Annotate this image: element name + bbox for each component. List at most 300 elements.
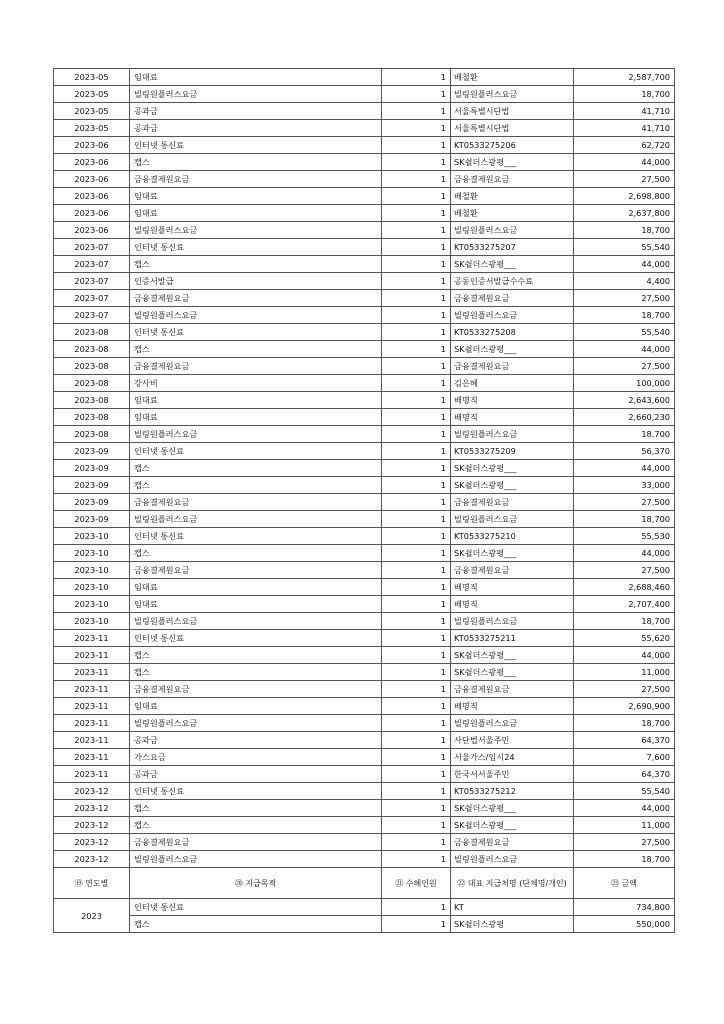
purpose-cell: 캡스 bbox=[130, 664, 382, 681]
period-cell: 2023-07 bbox=[54, 307, 130, 324]
table-row bbox=[54, 307, 675, 324]
payee-cell: SK쉴더스광평___ bbox=[451, 341, 574, 358]
count-cell: 1 bbox=[382, 698, 451, 715]
count-cell: 1 bbox=[382, 834, 451, 851]
count-cell: 1 bbox=[382, 290, 451, 307]
count-cell: 1 bbox=[382, 766, 451, 783]
purpose-cell: 인터넷 통신료 bbox=[130, 443, 382, 460]
count-cell: 1 bbox=[382, 120, 451, 137]
table-row bbox=[54, 715, 675, 732]
purpose-cell: 캡스 bbox=[130, 341, 382, 358]
summary-count: 1 bbox=[382, 916, 451, 933]
count-cell: 1 bbox=[382, 528, 451, 545]
period-cell: 2023-11 bbox=[54, 664, 130, 681]
period-cell: 2023-11 bbox=[54, 681, 130, 698]
period-cell: 2023-05 bbox=[54, 69, 130, 86]
purpose-cell: 임대료 bbox=[130, 69, 382, 86]
payee-cell: SK쉴더스광평___ bbox=[451, 545, 574, 562]
table-row bbox=[54, 188, 675, 205]
purpose-cell: 공과금 bbox=[130, 103, 382, 120]
purpose-cell: 빌링원플러스요금 bbox=[130, 86, 382, 103]
amount-cell: 64,370 bbox=[574, 766, 675, 783]
payee-cell: 서울가스/임시24 bbox=[451, 749, 574, 766]
period-cell: 2023-05 bbox=[54, 86, 130, 103]
count-cell: 1 bbox=[382, 358, 451, 375]
header-count: ㉑ 수혜인원 bbox=[382, 868, 451, 899]
purpose-cell: 금융결제원요금 bbox=[130, 290, 382, 307]
period-cell: 2023-10 bbox=[54, 613, 130, 630]
payee-cell: KT0533275209 bbox=[451, 443, 574, 460]
amount-cell: 2,643,600 bbox=[574, 392, 675, 409]
table-row bbox=[54, 460, 675, 477]
amount-cell: 18,700 bbox=[574, 851, 675, 868]
header-amount: ㉓ 금액 bbox=[574, 868, 675, 899]
purpose-cell: 빌링원플러스요금 bbox=[130, 426, 382, 443]
amount-cell: 18,700 bbox=[574, 511, 675, 528]
purpose-cell: 임대료 bbox=[130, 409, 382, 426]
expense-table bbox=[53, 68, 675, 933]
amount-cell: 2,587,700 bbox=[574, 69, 675, 86]
payee-cell: KT0533275208 bbox=[451, 324, 574, 341]
period-cell: 2023-09 bbox=[54, 443, 130, 460]
purpose-cell: 캡스 bbox=[130, 545, 382, 562]
count-cell: 1 bbox=[382, 154, 451, 171]
table-row bbox=[54, 290, 675, 307]
period-cell: 2023-08 bbox=[54, 409, 130, 426]
table-row bbox=[54, 443, 675, 460]
count-cell: 1 bbox=[382, 137, 451, 154]
count-cell: 1 bbox=[382, 69, 451, 86]
count-cell: 1 bbox=[382, 103, 451, 120]
payee-cell: 배철환 bbox=[451, 69, 574, 86]
summary-row bbox=[54, 916, 675, 933]
amount-cell: 55,540 bbox=[574, 783, 675, 800]
count-cell: 1 bbox=[382, 409, 451, 426]
purpose-cell: 빌링원플러스요금 bbox=[130, 511, 382, 528]
amount-cell: 27,500 bbox=[574, 171, 675, 188]
payee-cell: 빌링원플러스요금 bbox=[451, 715, 574, 732]
table-row bbox=[54, 477, 675, 494]
payee-cell: SK쉴더스광평___ bbox=[451, 817, 574, 834]
amount-cell: 56,370 bbox=[574, 443, 675, 460]
count-cell: 1 bbox=[382, 817, 451, 834]
count-cell: 1 bbox=[382, 273, 451, 290]
count-cell: 1 bbox=[382, 171, 451, 188]
period-cell: 2023-05 bbox=[54, 103, 130, 120]
summary-purpose: 캡스 bbox=[130, 916, 382, 933]
table-row bbox=[54, 545, 675, 562]
purpose-cell: 금융결제원요금 bbox=[130, 494, 382, 511]
amount-cell: 44,000 bbox=[574, 154, 675, 171]
table-row bbox=[54, 409, 675, 426]
payee-cell: KT0533275206 bbox=[451, 137, 574, 154]
period-cell: 2023-09 bbox=[54, 477, 130, 494]
purpose-cell: 임대료 bbox=[130, 188, 382, 205]
amount-cell: 41,710 bbox=[574, 103, 675, 120]
table-row bbox=[54, 834, 675, 851]
period-cell: 2023-12 bbox=[54, 834, 130, 851]
payee-cell: 서울특별시단법 bbox=[451, 103, 574, 120]
period-cell: 2023-08 bbox=[54, 375, 130, 392]
count-cell: 1 bbox=[382, 596, 451, 613]
table-row bbox=[54, 562, 675, 579]
amount-cell: 44,000 bbox=[574, 545, 675, 562]
amount-cell: 55,530 bbox=[574, 528, 675, 545]
table-row bbox=[54, 120, 675, 137]
period-cell: 2023-12 bbox=[54, 783, 130, 800]
amount-cell: 44,000 bbox=[574, 460, 675, 477]
period-cell: 2023-11 bbox=[54, 732, 130, 749]
amount-cell: 100,000 bbox=[574, 375, 675, 392]
purpose-cell: 공과금 bbox=[130, 766, 382, 783]
amount-cell: 55,620 bbox=[574, 630, 675, 647]
table-row bbox=[54, 392, 675, 409]
summary-year: 2023 bbox=[54, 899, 130, 933]
count-cell: 1 bbox=[382, 749, 451, 766]
period-cell: 2023-10 bbox=[54, 596, 130, 613]
summary-purpose: 인터넷 통신료 bbox=[130, 899, 382, 916]
period-cell: 2023-08 bbox=[54, 341, 130, 358]
amount-cell: 55,540 bbox=[574, 239, 675, 256]
table-row bbox=[54, 86, 675, 103]
count-cell: 1 bbox=[382, 647, 451, 664]
count-cell: 1 bbox=[382, 732, 451, 749]
table-row bbox=[54, 681, 675, 698]
summary-section bbox=[54, 868, 675, 933]
summary-amount: 550,000 bbox=[574, 916, 675, 933]
table-row bbox=[54, 205, 675, 222]
amount-cell: 44,000 bbox=[574, 256, 675, 273]
period-cell: 2023-06 bbox=[54, 188, 130, 205]
count-cell: 1 bbox=[382, 545, 451, 562]
payee-cell: 배명직 bbox=[451, 409, 574, 426]
purpose-cell: 임대료 bbox=[130, 205, 382, 222]
purpose-cell: 빌링원플러스요금 bbox=[130, 851, 382, 868]
purpose-cell: 금융결제원요금 bbox=[130, 834, 382, 851]
purpose-cell: 캡스 bbox=[130, 477, 382, 494]
amount-cell: 27,500 bbox=[574, 562, 675, 579]
table-row bbox=[54, 528, 675, 545]
purpose-cell: 빌링원플러스요금 bbox=[130, 613, 382, 630]
count-cell: 1 bbox=[382, 341, 451, 358]
period-cell: 2023-07 bbox=[54, 290, 130, 307]
purpose-cell: 금융결제원요금 bbox=[130, 681, 382, 698]
amount-cell: 18,700 bbox=[574, 715, 675, 732]
purpose-cell: 인터넷 통신료 bbox=[130, 528, 382, 545]
period-cell: 2023-10 bbox=[54, 562, 130, 579]
amount-cell: 2,688,460 bbox=[574, 579, 675, 596]
payee-cell: 빌링원플러스요금 bbox=[451, 851, 574, 868]
purpose-cell: 임대료 bbox=[130, 698, 382, 715]
summary-row bbox=[54, 899, 675, 916]
payee-cell: 빌링원플러스요금 bbox=[451, 511, 574, 528]
amount-cell: 2,698,800 bbox=[574, 188, 675, 205]
period-cell: 2023-06 bbox=[54, 137, 130, 154]
payee-cell: 빌링원플러스요금 bbox=[451, 613, 574, 630]
payee-cell: 금융결제원요금 bbox=[451, 681, 574, 698]
summary-payee: KT bbox=[451, 899, 574, 916]
payee-cell: KT0533275212 bbox=[451, 783, 574, 800]
payee-cell: SK쉴더스광평___ bbox=[451, 800, 574, 817]
table-row bbox=[54, 341, 675, 358]
purpose-cell: 캡스 bbox=[130, 154, 382, 171]
payee-cell: SK쉴더스광평___ bbox=[451, 477, 574, 494]
purpose-cell: 임대료 bbox=[130, 392, 382, 409]
table-row bbox=[54, 732, 675, 749]
amount-cell: 2,660,230 bbox=[574, 409, 675, 426]
payee-cell: KT0533275211 bbox=[451, 630, 574, 647]
purpose-cell: 인터넷 통신료 bbox=[130, 324, 382, 341]
amount-cell: 2,690,900 bbox=[574, 698, 675, 715]
purpose-cell: 공과금 bbox=[130, 732, 382, 749]
purpose-cell: 빌링원플러스요금 bbox=[130, 307, 382, 324]
period-cell: 2023-10 bbox=[54, 579, 130, 596]
purpose-cell: 인터넷 통신료 bbox=[130, 239, 382, 256]
period-cell: 2023-12 bbox=[54, 851, 130, 868]
amount-cell: 18,700 bbox=[574, 426, 675, 443]
amount-cell: 11,000 bbox=[574, 664, 675, 681]
amount-cell: 27,500 bbox=[574, 358, 675, 375]
purpose-cell: 캡스 bbox=[130, 460, 382, 477]
period-cell: 2023-08 bbox=[54, 426, 130, 443]
count-cell: 1 bbox=[382, 579, 451, 596]
amount-cell: 27,500 bbox=[574, 834, 675, 851]
count-cell: 1 bbox=[382, 188, 451, 205]
payee-cell: 배철환 bbox=[451, 205, 574, 222]
count-cell: 1 bbox=[382, 800, 451, 817]
payee-cell: SK쉴더스광평___ bbox=[451, 460, 574, 477]
detail-rows bbox=[54, 69, 675, 868]
amount-cell: 27,500 bbox=[574, 681, 675, 698]
header-payee: ㉒ 대표 지급처명 (단체명/개인) bbox=[451, 868, 574, 899]
amount-cell: 62,720 bbox=[574, 137, 675, 154]
period-cell: 2023-07 bbox=[54, 273, 130, 290]
count-cell: 1 bbox=[382, 664, 451, 681]
count-cell: 1 bbox=[382, 426, 451, 443]
table-row bbox=[54, 69, 675, 86]
table-row bbox=[54, 766, 675, 783]
period-cell: 2023-12 bbox=[54, 800, 130, 817]
payee-cell: 금융결제원요금 bbox=[451, 358, 574, 375]
payee-cell: 배철환 bbox=[451, 188, 574, 205]
purpose-cell: 임대료 bbox=[130, 596, 382, 613]
period-cell: 2023-09 bbox=[54, 460, 130, 477]
purpose-cell: 강사비 bbox=[130, 375, 382, 392]
count-cell: 1 bbox=[382, 460, 451, 477]
payee-cell: 빌링원플러스요금 bbox=[451, 222, 574, 239]
count-cell: 1 bbox=[382, 477, 451, 494]
table-row bbox=[54, 358, 675, 375]
payee-cell: 빌링원플러스요금 bbox=[451, 307, 574, 324]
period-cell: 2023-08 bbox=[54, 358, 130, 375]
amount-cell: 55,540 bbox=[574, 324, 675, 341]
purpose-cell: 캡스 bbox=[130, 800, 382, 817]
period-cell: 2023-11 bbox=[54, 698, 130, 715]
count-cell: 1 bbox=[382, 613, 451, 630]
table-row bbox=[54, 851, 675, 868]
purpose-cell: 금융결제원요금 bbox=[130, 358, 382, 375]
payee-cell: 금융결제원요금 bbox=[451, 171, 574, 188]
payee-cell: KT0533275210 bbox=[451, 528, 574, 545]
table-row bbox=[54, 800, 675, 817]
count-cell: 1 bbox=[382, 851, 451, 868]
count-cell: 1 bbox=[382, 205, 451, 222]
period-cell: 2023-11 bbox=[54, 715, 130, 732]
table-row bbox=[54, 256, 675, 273]
payee-cell: 빌링원플러스요금 bbox=[451, 86, 574, 103]
summary-header-row bbox=[54, 868, 675, 899]
table-row bbox=[54, 664, 675, 681]
count-cell: 1 bbox=[382, 392, 451, 409]
period-cell: 2023-08 bbox=[54, 392, 130, 409]
table-row bbox=[54, 783, 675, 800]
header-purpose: ⑳ 지급목적 bbox=[130, 868, 382, 899]
payee-cell: SK쉴더스광평___ bbox=[451, 256, 574, 273]
amount-cell: 18,700 bbox=[574, 86, 675, 103]
count-cell: 1 bbox=[382, 222, 451, 239]
amount-cell: 2,637,800 bbox=[574, 205, 675, 222]
period-cell: 2023-09 bbox=[54, 494, 130, 511]
period-cell: 2023-06 bbox=[54, 154, 130, 171]
amount-cell: 27,500 bbox=[574, 494, 675, 511]
header-year: ⑲ 연도별 bbox=[54, 868, 130, 899]
count-cell: 1 bbox=[382, 715, 451, 732]
payee-cell: KT0533275207 bbox=[451, 239, 574, 256]
summary-count: 1 bbox=[382, 899, 451, 916]
amount-cell: 11,000 bbox=[574, 817, 675, 834]
payee-cell: 금융결제원요금 bbox=[451, 494, 574, 511]
payee-cell: 사단법서울주민 bbox=[451, 732, 574, 749]
purpose-cell: 금융결제원요금 bbox=[130, 171, 382, 188]
amount-cell: 44,000 bbox=[574, 647, 675, 664]
table-row bbox=[54, 239, 675, 256]
payee-cell: 서울특별시단법 bbox=[451, 120, 574, 137]
purpose-cell: 인증서발급 bbox=[130, 273, 382, 290]
amount-cell: 27,500 bbox=[574, 290, 675, 307]
payee-cell: 배명직 bbox=[451, 392, 574, 409]
table-row bbox=[54, 324, 675, 341]
table-row bbox=[54, 817, 675, 834]
purpose-cell: 캡스 bbox=[130, 256, 382, 273]
table-row bbox=[54, 630, 675, 647]
period-cell: 2023-12 bbox=[54, 817, 130, 834]
purpose-cell: 캡스 bbox=[130, 647, 382, 664]
payee-cell: SK쉴더스광평___ bbox=[451, 664, 574, 681]
count-cell: 1 bbox=[382, 324, 451, 341]
period-cell: 2023-11 bbox=[54, 749, 130, 766]
purpose-cell: 인터넷 통신료 bbox=[130, 137, 382, 154]
period-cell: 2023-07 bbox=[54, 239, 130, 256]
payee-cell: 빌링원플러스요금 bbox=[451, 426, 574, 443]
table-row bbox=[54, 613, 675, 630]
amount-cell: 18,700 bbox=[574, 222, 675, 239]
purpose-cell: 금융결제원요금 bbox=[130, 562, 382, 579]
count-cell: 1 bbox=[382, 562, 451, 579]
period-cell: 2023-10 bbox=[54, 545, 130, 562]
count-cell: 1 bbox=[382, 511, 451, 528]
table-row bbox=[54, 103, 675, 120]
summary-payee: SK쉴더스광평 bbox=[451, 916, 574, 933]
period-cell: 2023-11 bbox=[54, 647, 130, 664]
purpose-cell: 공과금 bbox=[130, 120, 382, 137]
table-row bbox=[54, 426, 675, 443]
period-cell: 2023-11 bbox=[54, 630, 130, 647]
count-cell: 1 bbox=[382, 630, 451, 647]
period-cell: 2023-06 bbox=[54, 205, 130, 222]
payee-cell: 금융결제원요금 bbox=[451, 290, 574, 307]
table-row bbox=[54, 647, 675, 664]
count-cell: 1 bbox=[382, 239, 451, 256]
amount-cell: 41,710 bbox=[574, 120, 675, 137]
table-row bbox=[54, 511, 675, 528]
amount-cell: 2,707,400 bbox=[574, 596, 675, 613]
table-row bbox=[54, 137, 675, 154]
count-cell: 1 bbox=[382, 256, 451, 273]
payee-cell: 배명직 bbox=[451, 596, 574, 613]
amount-cell: 4,400 bbox=[574, 273, 675, 290]
period-cell: 2023-11 bbox=[54, 766, 130, 783]
purpose-cell: 임대료 bbox=[130, 579, 382, 596]
period-cell: 2023-07 bbox=[54, 256, 130, 273]
period-cell: 2023-09 bbox=[54, 511, 130, 528]
purpose-cell: 인터넷 통신료 bbox=[130, 630, 382, 647]
purpose-cell: 캡스 bbox=[130, 817, 382, 834]
table-row bbox=[54, 596, 675, 613]
table-row bbox=[54, 171, 675, 188]
period-cell: 2023-06 bbox=[54, 171, 130, 188]
payee-cell: 금융결제원요금 bbox=[451, 562, 574, 579]
purpose-cell: 가스요금 bbox=[130, 749, 382, 766]
table-row bbox=[54, 749, 675, 766]
amount-cell: 44,000 bbox=[574, 800, 675, 817]
amount-cell: 33,000 bbox=[574, 477, 675, 494]
table-row bbox=[54, 154, 675, 171]
amount-cell: 44,000 bbox=[574, 341, 675, 358]
amount-cell: 18,700 bbox=[574, 307, 675, 324]
count-cell: 1 bbox=[382, 443, 451, 460]
amount-cell: 64,370 bbox=[574, 732, 675, 749]
payee-cell: 공동인증서발급수수료 bbox=[451, 273, 574, 290]
payee-cell: 배명직 bbox=[451, 698, 574, 715]
purpose-cell: 빌링원플러스요금 bbox=[130, 222, 382, 239]
count-cell: 1 bbox=[382, 681, 451, 698]
table-row bbox=[54, 494, 675, 511]
purpose-cell: 빌링원플러스요금 bbox=[130, 715, 382, 732]
payee-cell: 금융결제원요금 bbox=[451, 834, 574, 851]
period-cell: 2023-08 bbox=[54, 324, 130, 341]
summary-amount: 734,800 bbox=[574, 899, 675, 916]
payee-cell: 배명직 bbox=[451, 579, 574, 596]
table-row bbox=[54, 579, 675, 596]
period-cell: 2023-05 bbox=[54, 120, 130, 137]
count-cell: 1 bbox=[382, 375, 451, 392]
amount-cell: 7,600 bbox=[574, 749, 675, 766]
count-cell: 1 bbox=[382, 494, 451, 511]
count-cell: 1 bbox=[382, 783, 451, 800]
period-cell: 2023-06 bbox=[54, 222, 130, 239]
count-cell: 1 bbox=[382, 86, 451, 103]
table-row bbox=[54, 222, 675, 239]
payee-cell: 김은혜 bbox=[451, 375, 574, 392]
purpose-cell: 인터넷 통신료 bbox=[130, 783, 382, 800]
payee-cell: 한국서서울주민 bbox=[451, 766, 574, 783]
table-row bbox=[54, 375, 675, 392]
count-cell: 1 bbox=[382, 307, 451, 324]
table-row bbox=[54, 698, 675, 715]
period-cell: 2023-10 bbox=[54, 528, 130, 545]
table-row bbox=[54, 273, 675, 290]
amount-cell: 18,700 bbox=[574, 613, 675, 630]
